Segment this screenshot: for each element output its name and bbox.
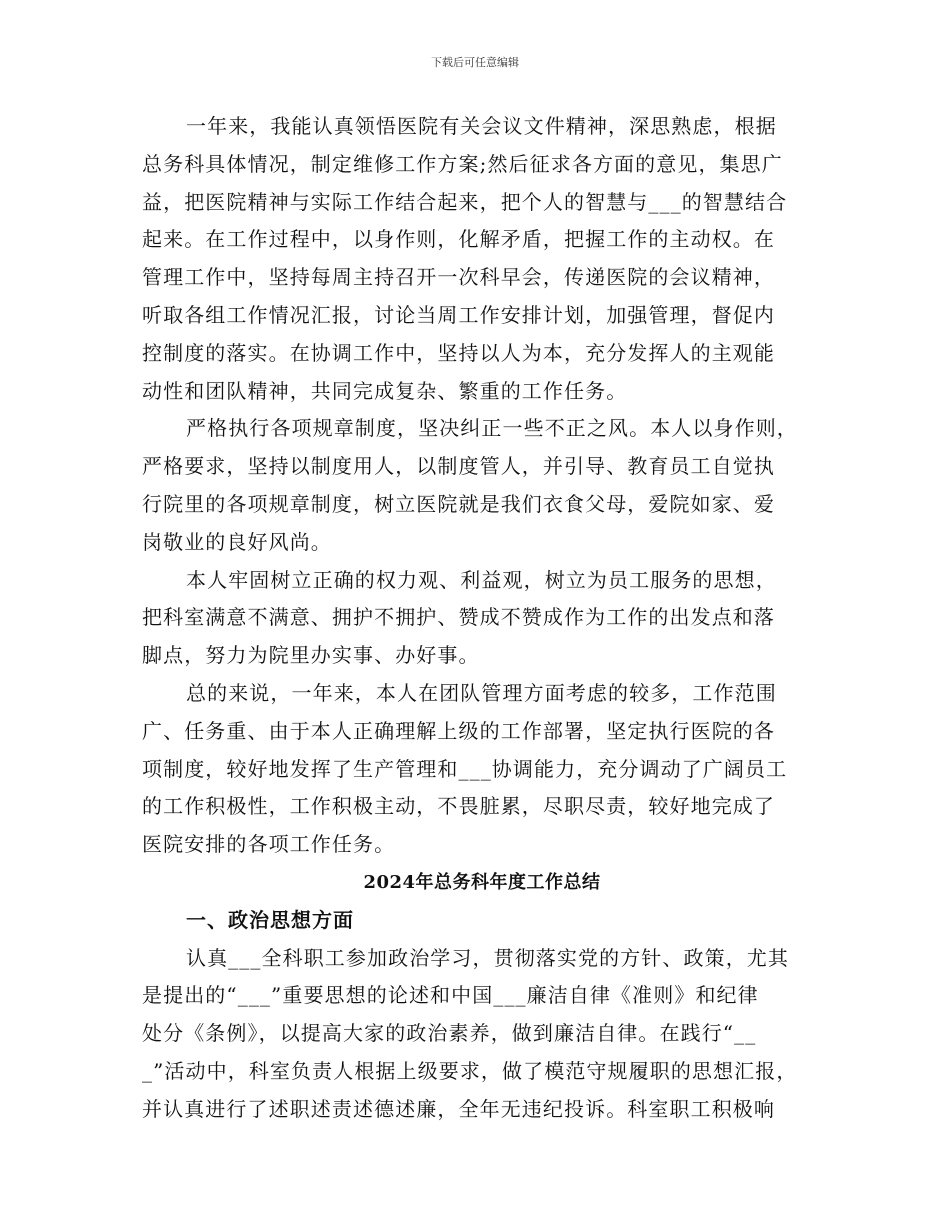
text-line: 是提出的“___”重要思想的论述和中国___廉洁自律《准则》和纪律 — [142, 983, 759, 1008]
text-line: 认真___全科职工参加政治学习，贯彻落实党的方针、政策，尤其 — [186, 945, 789, 970]
text-line: 总务科具体情况，制定维修工作方案;然后征求各方面的意见，集思广 — [142, 151, 783, 176]
text-line: 把科室满意不满意、拥护不拥护、赞成不赞成作为工作的出发点和落 — [142, 605, 775, 630]
text-line: 并认真进行了述职述责述德述廉，全年无违纪投诉。科室职工积极响 — [142, 1096, 775, 1121]
text-line: 严格执行各项规章制度，坚决纠正一些不正之风。本人以身作则， — [186, 416, 798, 441]
text-line: _”活动中，科室负责人根据上级要求，做了模范守规履职的思想汇报， — [142, 1058, 798, 1083]
text-line: 的工作积极性，工作积极主动，不畏脏累，尽职尽责，较好地完成了 — [142, 794, 775, 819]
paragraph-5 — [142, 940, 822, 1129]
text-line: 行院里的各项规章制度，树立医院就是我们衣食父母，爱院如家、爱 — [142, 491, 775, 516]
document-title: 2024年总务科年度工作总结 — [363, 871, 601, 893]
text-line: 管理工作中，坚持每周主持召开一次科早会，传递医院的会议精神， — [142, 265, 775, 290]
paragraph-2 — [142, 410, 822, 561]
paragraph-1 — [142, 108, 822, 410]
text-line: 广、任务重、由于本人正确理解上级的工作部署，坚定执行医院的各 — [142, 718, 775, 743]
text-line: 益，把医院精神与实际工作结合起来，把个人的智慧与___的智慧结合 — [142, 189, 788, 214]
text-line: 医院安排的各项工作任务。 — [142, 832, 396, 857]
text-line: 控制度的落实。在协调工作中，坚持以人为本，充分发挥人的主观能 — [142, 340, 775, 365]
paragraph-4 — [142, 675, 822, 864]
text-line: 处分《条例》，以提高大家的政治素养，做到廉洁自律。在践行“__ — [142, 1021, 757, 1046]
text-line: 一年来，我能认真领悟医院有关会议文件精神，深思熟虑，根据 — [186, 114, 777, 138]
document-body — [142, 108, 822, 1129]
section-heading: 一、政治思想方面 — [186, 907, 354, 932]
text-line: 严格要求，坚持以制度用人，以制度管人，并引导、教育员工自觉执 — [142, 454, 775, 479]
paragraph-3 — [142, 562, 822, 675]
text-line: 总的来说，一年来，本人在团队管理方面考虑的较多，工作范围 — [186, 680, 777, 705]
page-header: 下载后可任意编辑 — [431, 56, 519, 69]
text-line: 动性和团队精神，共同完成复杂、繁重的工作任务。 — [142, 378, 628, 403]
text-line: 岗敬业的良好风尚。 — [142, 529, 332, 554]
text-line: 起来。在工作过程中，以身作则，化解矛盾，把握工作的主动权。在 — [142, 227, 775, 252]
text-line: 脚点，努力为院里办实事、办好事。 — [142, 643, 480, 668]
text-line: 项制度，较好地发挥了生产管理和___协调能力，充分调动了广阔员工 — [142, 756, 788, 781]
text-line: 本人牢固树立正确的权力观、利益观，树立为员工服务的思想， — [186, 567, 777, 592]
text-line: 听取各组工作情况汇报，讨论当周工作安排计划，加强管理，督促内 — [142, 302, 775, 327]
